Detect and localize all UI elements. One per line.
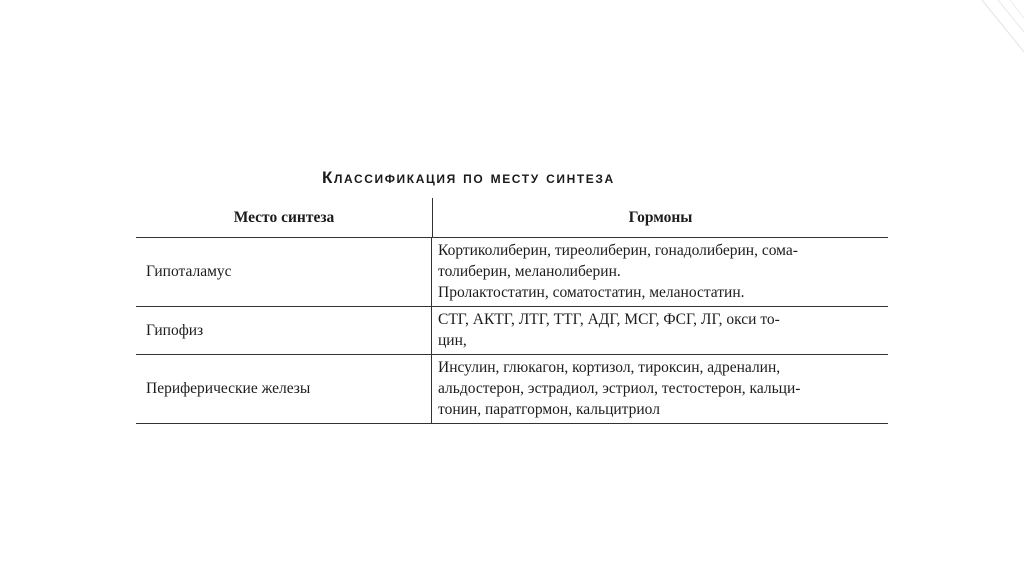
row-hormones bbox=[432, 238, 888, 306]
slide-title: Классификация по месту синтеза bbox=[322, 168, 615, 187]
table-row bbox=[136, 238, 888, 307]
row-site: Гипоталамус bbox=[136, 238, 432, 306]
hormone-line: альдостерон, эстрадиол, эстриол, тестостерон, кальци- bbox=[438, 380, 801, 397]
row-hormones bbox=[432, 355, 888, 423]
hormone-line: СТГ, АКТГ, ЛТГ, ТТГ, АДГ, МСГ, ФСГ, ЛГ, окси то- bbox=[438, 311, 780, 328]
table-row bbox=[136, 307, 888, 355]
table-header bbox=[136, 198, 888, 238]
corner-decoration-icon bbox=[964, 0, 1024, 70]
row-site: Гипофиз bbox=[136, 307, 432, 354]
hormone-line: цин, bbox=[438, 332, 467, 349]
hormone-line: толиберин, меланолиберин. bbox=[438, 263, 621, 280]
hormone-table bbox=[136, 198, 888, 424]
row-hormones bbox=[432, 307, 888, 354]
header-site: Место синтеза bbox=[136, 198, 433, 237]
table-row bbox=[136, 355, 888, 424]
hormone-line: тонин, паратгормон, кальцитриол bbox=[438, 401, 660, 418]
hormone-line: Пролактостатин, соматостатин, меланостатин. bbox=[438, 284, 745, 301]
hormone-line: Инсулин, глюкагон, кортизол, тироксин, адреналин, bbox=[438, 359, 781, 376]
header-hormones: Гормоны bbox=[628, 208, 693, 226]
hormone-line: Кортиколиберин, тиреолиберин, гонадолиберин, сома- bbox=[438, 242, 798, 259]
row-site: Периферические железы bbox=[136, 355, 432, 423]
